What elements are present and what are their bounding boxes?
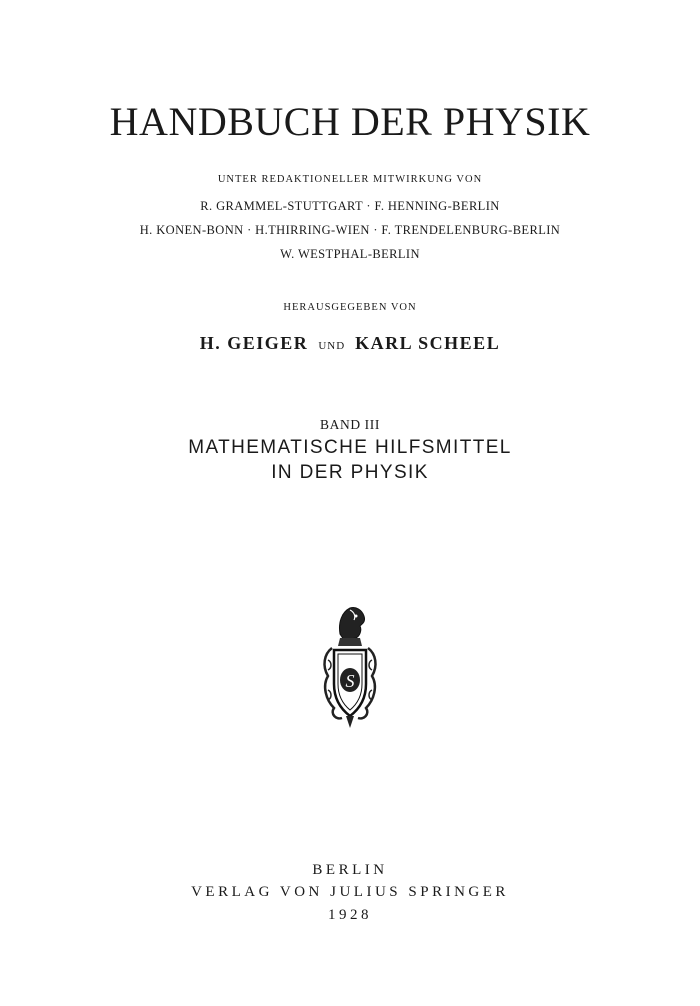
editors-intro: HERAUSGEGEBEN VON [283,302,417,313]
imprint-city: BERLIN [312,862,388,878]
imprint-publisher: VERLAG VON JULIUS SPRINGER [191,884,509,900]
editor-geiger: H. GEIGER [199,333,309,353]
volume-title-line-2: IN DER PHYSIK [271,462,429,483]
springer-knight-emblem [310,604,390,732]
svg-text:S: S [345,671,355,691]
collaborators-line-3: W. WESTPHAL-BERLIN [280,247,420,261]
editors-line [0,333,700,354]
editors-conjunction: UND [318,340,346,352]
imprint-year: 1928 [328,907,372,923]
collaborators-line-2: H. KONEN-BONN · H.THIRRING-WIEN · F. TRENDELENBURG-BERLIN [139,223,561,237]
collaborators-line-1: R. GRAMMEL-STUTTGART · F. HENNING-BERLIN [200,199,500,213]
editor-scheel: KARL SCHEEL [355,333,501,353]
volume-label: BAND III [320,417,380,432]
book-title: HANDBUCH DER PHYSIK [109,99,591,144]
volume-title-line-1: MATHEMATISCHE HILFSMITTEL [188,437,512,458]
collaboration-intro: UNTER REDAKTIONELLER MITWIRKUNG VON [217,174,483,185]
